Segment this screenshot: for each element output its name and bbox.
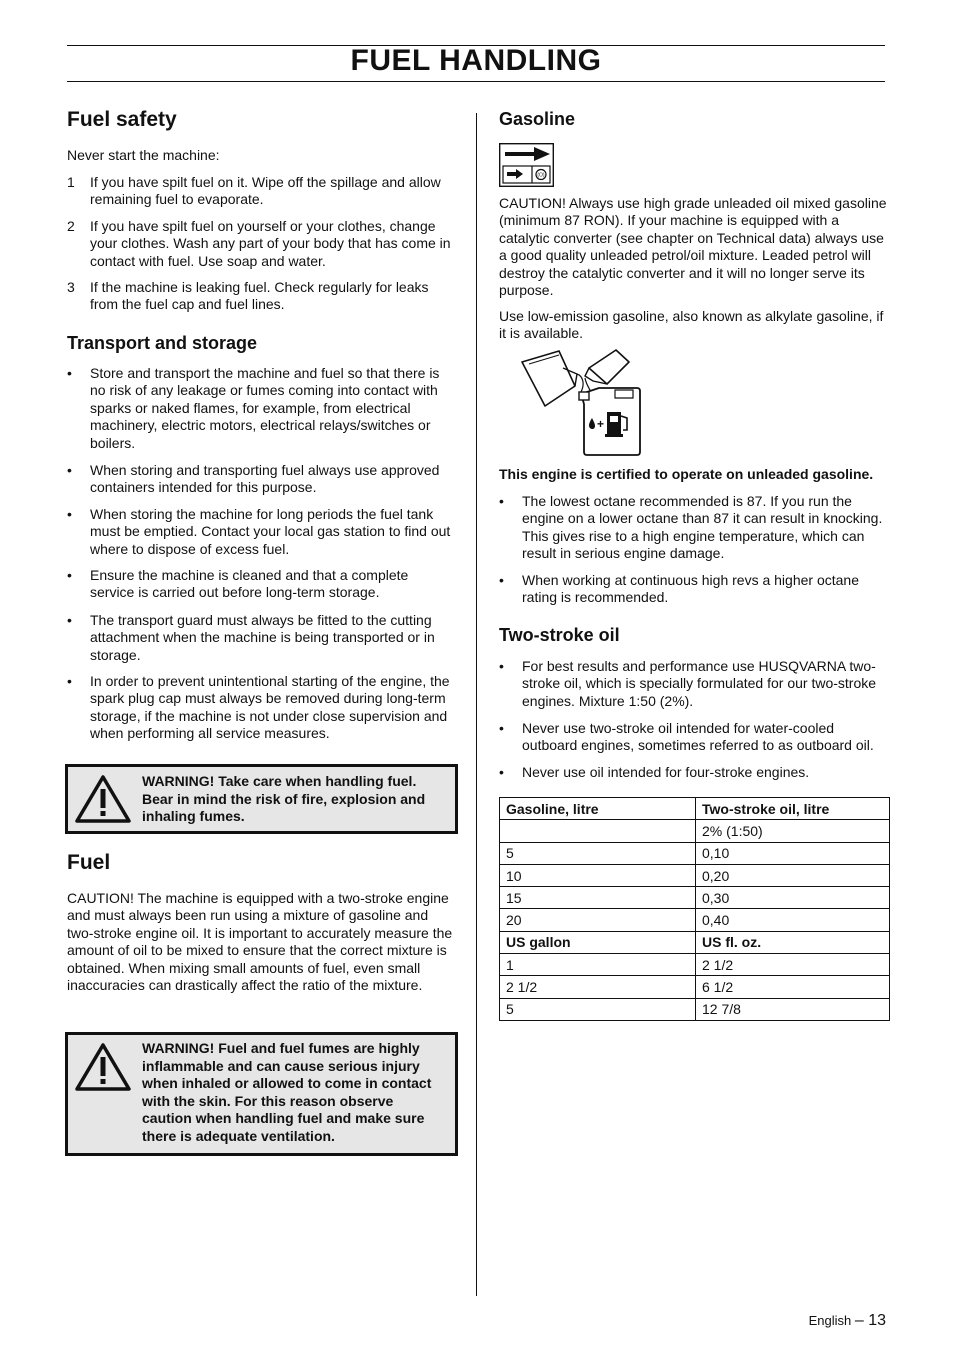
fuel-mixing-illustration-icon [519,348,644,456]
column-divider [476,113,477,1296]
table-cell: 0,20 [696,864,890,886]
low-emission-text: Use low-emission gasoline, also known as alkylate gasoline, if it is available. [499,308,884,342]
table-cell: 2 1/2 [696,954,890,976]
table-cell: 5 [500,998,696,1020]
fuel-mixture-table [499,797,890,1021]
warning-text: WARNING! Take care when handling fuel. Bear in mind the risk of fire, explosion and inhaling fumes. [142,773,426,825]
fuel-safety-heading: Fuel safety [67,108,177,131]
table-row [500,887,890,909]
two-stroke-heading: Two-stroke oil [499,625,620,645]
table-cell: 15 [500,887,696,909]
table-row [500,842,890,864]
fuel-heading: Fuel [67,851,111,874]
gasoline-caution: CAUTION! Always use high grade unleaded oil mixed gasoline (minimum 87 RON). If your machine is equipped with a catalytic converter (see chapter on Technical data) always use a good quality unleaded petrol/oil mixture. Leaded petrol will destroy the catalytic converter and it will no longer serve its purpose. [499,195,887,299]
table-row [500,820,890,842]
table-cell: US fl. oz. [696,931,890,953]
warning-box [65,764,458,834]
table-header-cell: Gasoline, litre [500,798,696,820]
unleaded-fuel-symbol-icon [499,143,554,187]
fuel-caution: CAUTION! The machine is equipped with a two-stroke engine and must always been run using a mixture of gasoline and two-stroke engine oil. It is important to accurately measure the amount of oil to be mixed to ensure that the correct mixture is obtained. When mixing small amounts of fuel, even small inaccuracies can drastically affect the ratio of the mixture. [67,890,453,994]
table-row [500,909,890,931]
title-bottom-rule [67,81,885,82]
table-cell: 1 [500,954,696,976]
table-cell: 5 [500,842,696,864]
certified-text: This engine is certified to operate on unleaded gasoline. [499,466,874,482]
table-cell: 10 [500,864,696,886]
table-cell: 0,10 [696,842,890,864]
warning-box [65,1032,458,1156]
svg-text:(O): (O) [537,172,545,179]
table-cell: US gallon [500,931,696,953]
warning-text: WARNING! Fuel and fuel fumes are highly inflammable and can cause serious injury when inhaled or allowed to come in contact with the skin. For this reason observe caution when handling fuel and make sure there is adequate ventilation. [142,1040,432,1144]
table-row [500,976,890,998]
table-header-cell: Two-stroke oil, litre [696,798,890,820]
table-cell: 2% (1:50) [696,820,890,842]
table-subheader-row [500,931,890,953]
warning-triangle-icon [74,774,132,824]
transport-heading: Transport and storage [67,333,258,353]
warning-triangle-icon [74,1042,132,1092]
table-cell: 12 7/8 [696,998,890,1020]
table-row [500,998,890,1020]
gasoline-heading: Gasoline [499,109,576,129]
fuel-safety-intro: Never start the machine: [67,147,220,163]
svg-text:+: + [597,417,605,431]
table-cell: 0,30 [696,887,890,909]
table-header-row [500,798,890,820]
page-title: FUEL HANDLING [350,44,602,77]
table-cell [500,820,696,842]
table-cell: 0,40 [696,909,890,931]
table-cell: 2 1/2 [500,976,696,998]
table-row [500,954,890,976]
table-cell: 20 [500,909,696,931]
page-number: – 13 [854,1312,886,1329]
table-row [500,864,890,886]
page-footer [809,1312,886,1330]
footer-language: English [808,1313,852,1328]
table-cell: 6 1/2 [696,976,890,998]
